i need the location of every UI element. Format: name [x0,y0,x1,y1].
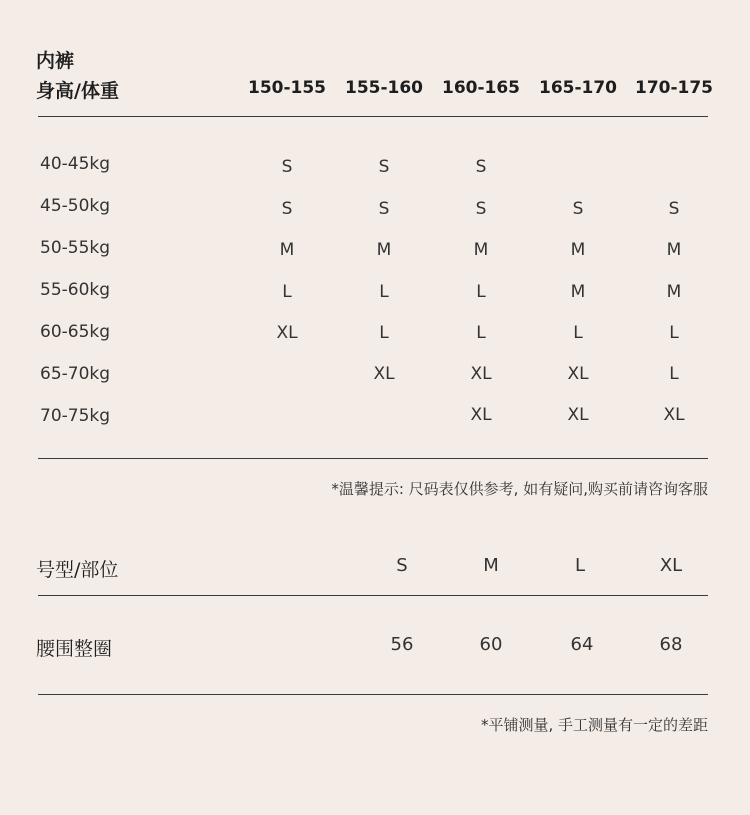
measure-value: 68 [659,634,683,655]
size-cell: S [475,199,487,219]
weight-row-label: 60-65kg [40,322,111,342]
size-cell: XL [567,364,589,384]
height-col-header: 150-155 [247,78,327,98]
measure-size-header: M [483,555,499,576]
size-cell: L [573,323,583,343]
height-col-header: 160-165 [441,78,521,98]
measure-size-header: L [574,555,586,576]
size-cell: L [669,323,679,343]
height-col-header: 165-170 [538,78,618,98]
size-cell: S [281,199,293,219]
size-table-note: *温馨提示: 尺码表仅供参考, 如有疑问,购买前请咨询客服 [331,480,708,498]
height-col-header: 170-175 [634,78,714,98]
size-cell: XL [373,364,395,384]
size-cell: L [476,323,486,343]
size-cell: L [476,282,486,302]
size-table-header-label: 身高/体重 [36,80,119,102]
size-cell: L [282,282,292,302]
weight-row-label: 50-55kg [40,238,111,258]
divider [38,595,708,596]
size-cell: M [666,282,682,302]
size-cell: L [669,364,679,384]
weight-row-label: 45-50kg [40,196,111,216]
divider [38,694,708,695]
size-cell: XL [470,405,492,425]
measure-row-label: 腰围整圈 [36,638,113,660]
size-cell: S [378,157,390,177]
size-cell: XL [663,405,685,425]
size-cell: L [379,282,389,302]
size-cell: M [666,240,682,260]
measure-size-header: S [396,555,408,576]
measure-value: 60 [479,634,503,655]
weight-row-label: 65-70kg [40,364,111,384]
size-cell: M [570,282,586,302]
size-cell: L [379,323,389,343]
size-cell: M [376,240,392,260]
size-cell: S [378,199,390,219]
size-cell: XL [567,405,589,425]
measure-table-note: *平铺测量, 手工测量有一定的差距 [480,716,708,734]
size-cell: XL [470,364,492,384]
size-cell: M [570,240,586,260]
size-cell: XL [276,323,298,343]
measure-value: 64 [570,634,594,655]
measure-table-header-label: 号型/部位 [36,559,119,581]
size-cell: M [279,240,295,260]
height-col-header: 155-160 [344,78,424,98]
size-cell: S [572,199,584,219]
weight-row-label: 40-45kg [40,154,111,174]
measure-value: 56 [390,634,414,655]
size-cell: M [473,240,489,260]
size-cell: S [281,157,293,177]
size-cell: S [668,199,680,219]
page-title: 内裤 [36,50,75,72]
weight-row-label: 55-60kg [40,280,111,300]
size-cell: S [475,157,487,177]
divider [38,116,708,117]
divider [38,458,708,459]
weight-row-label: 70-75kg [40,406,111,426]
measure-size-header: XL [659,555,683,576]
